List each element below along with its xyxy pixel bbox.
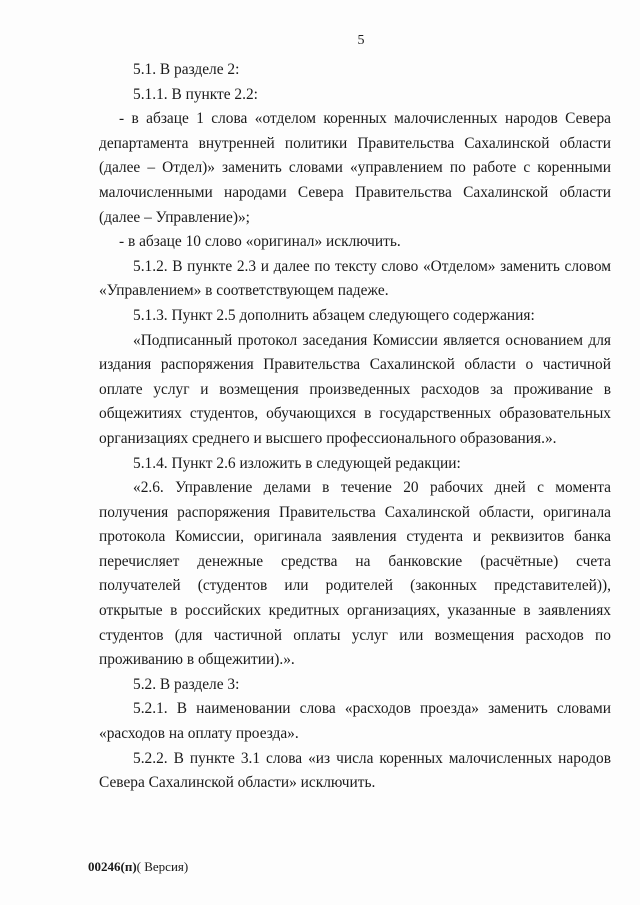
- paragraph-abzac-1: - в абзаце 1 слова «отделом коренных малочисленных народов Севера департамента внутренней политики Правительства Сахалинской области (далее – Отдел)» заменить словами «управлением по работе с коренными малочисленными народами Севера Правительства Сахалинской области (далее – Управление)»;: [99, 110, 611, 226]
- paragraph-abzac-10: - в абзаце 10 слово «оригинал» исключить.: [119, 233, 401, 251]
- paragraph-5-2: 5.2. В разделе 3:: [133, 675, 240, 693]
- paragraph-5-1: 5.1. В разделе 2:: [133, 61, 240, 78]
- paragraph-5-2-2: 5.2.2. В пункте 3.1 слова «из числа коренных малочисленных народов Севера Сахалинской области» исключить.: [99, 749, 611, 792]
- paragraph-5-1-2: 5.1.2. В пункте 2.3 и далее по тексту слово «Отделом» заменить словом «Управлением» в соответствующем падеже.: [99, 257, 611, 300]
- paragraph-quote-2-5: «Подписанный протокол заседания Комиссии является основанием для издания распоряжения Правительства Сахалинской области о частичной оплате услуг и возмещения произведенных расходов за проживание в общежитиях студентов, обучающихся в государственных образовательных организациях среднего и высшего профессионального образования.».: [99, 331, 611, 447]
- paragraph-quote-2-6: «2.6. Управление делами в течение 20 рабочих дней с момента получения распоряжения Правительства Сахалинской области, оригинала протокола Комиссии, оригинала заявления студента и реквизитов банка перечисляет денежные средства на банковские (расчётные) счета получателей (студентов или родителей (законных представителей)), открытые в российских кредитных организациях, указанные в заявлениях студентов (для частичной оплаты услуг или возмещения расходов по проживанию в общежитии).».: [99, 479, 611, 669]
- document-version: ( Версия): [136, 859, 189, 874]
- paragraph-5-1-3: 5.1.3. Пункт 2.5 дополнить абзацем следующего содержания:: [133, 306, 535, 324]
- paragraph-5-1-4: 5.1.4. Пункт 2.6 изложить в следующей редакции:: [133, 454, 461, 472]
- paragraph-5-2-1: 5.2.1. В наименовании слова «расходов проезда» заменить словами «расходов на оплату проезда».: [99, 700, 611, 743]
- paragraph-5-1-1: 5.1.1. В пункте 2.2:: [133, 85, 258, 103]
- document-code: 00246(п): [88, 859, 137, 874]
- page-number: 5: [357, 33, 365, 48]
- document-footer: [88, 859, 188, 875]
- document-body: [99, 58, 611, 796]
